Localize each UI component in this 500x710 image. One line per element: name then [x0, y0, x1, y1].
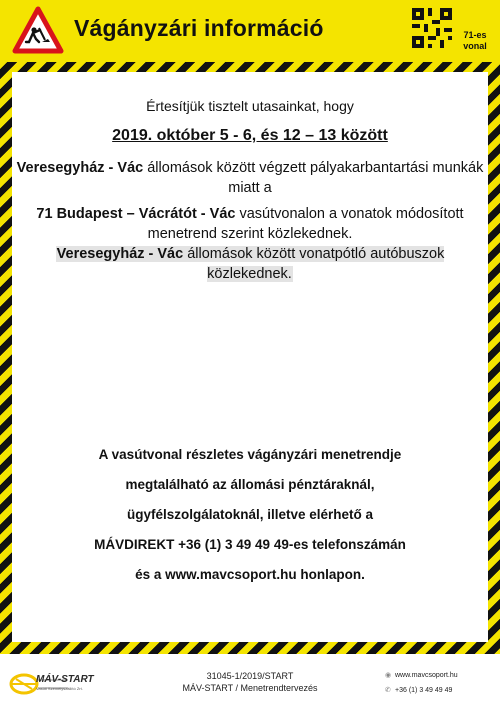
page-title: Vágányzári információ [74, 15, 324, 41]
phone-icon: ✆ [385, 687, 391, 694]
schedule-paragraph [16, 204, 484, 244]
info-line: megtalálható az állomási pénztáraknál, [125, 477, 375, 492]
replacement-bus-highlight [56, 246, 445, 282]
info-line: ügyfélszolgálatoknál, illetve elérhető a [126, 507, 374, 522]
info-line: és a www.mavcsoport.hu honlapon. [135, 567, 365, 582]
phone-number: +36 (1) 3 49 49 49 [395, 687, 453, 694]
section-stations: Veresegyház - Vác [16, 160, 144, 176]
document-number: 31045-1/2019/START [206, 671, 294, 681]
intro-text: Értesítjük tisztelt utasainkat, hogy [146, 98, 354, 114]
info-line: A vasútvonal részletes vágányzári menetrendje [98, 447, 402, 462]
contact-info [385, 668, 495, 698]
maintenance-text: állomások között végzett pályakarbantartási munkák miatt a [143, 160, 484, 196]
header-bar [0, 0, 500, 62]
timetable-info [12, 440, 488, 590]
document-reference [150, 670, 350, 694]
maintenance-paragraph [16, 158, 484, 198]
line-number-tag: 71-es vonal [463, 30, 487, 51]
schedule-text: vasútvonalon a vonatok módosított menetrend szerint közlekednek. [147, 206, 464, 242]
website-link[interactable]: www.mavcsoport.hu [395, 672, 458, 679]
roadwork-warning-icon [12, 6, 64, 54]
document-department: MÁV-START / Menetrendtervezés [182, 683, 318, 693]
closure-dates: 2019. október 5 - 6, és 12 – 13 között [112, 127, 388, 144]
notice-content [12, 72, 488, 642]
footer [0, 654, 500, 710]
replacement-bus-paragraph [16, 244, 484, 284]
logo-text: MÁV-START [36, 674, 94, 685]
railway-line-name: 71 Budapest – Vácrátót - Vác [36, 206, 236, 222]
info-line: MÁVDIREKT +36 (1) 3 49 49 49-es telefonszámán [94, 537, 406, 552]
qr-code-icon [412, 8, 452, 48]
replacement-bus-text: állomások között vonatpótló autóbuszok közlekednek. [183, 246, 445, 282]
logo-subtitle: Vasúti Személyszállító Zrt. [36, 686, 83, 691]
globe-icon: ◉ [385, 672, 392, 679]
bus-section-stations: Veresegyház - Vác [56, 246, 184, 262]
